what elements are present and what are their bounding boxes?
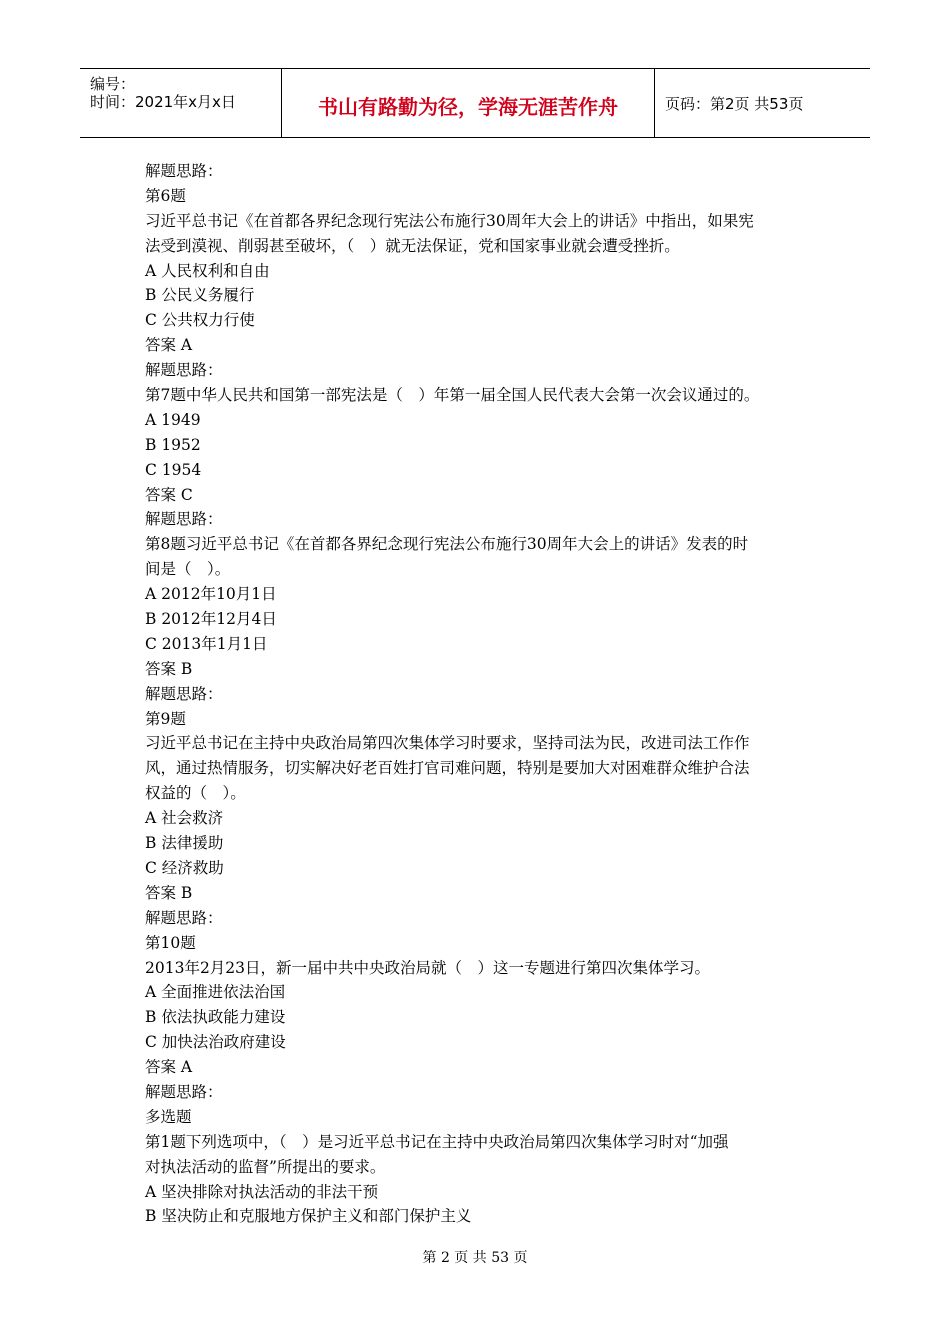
text-line: 对执法活动的监督”所提出的要求。 <box>145 1157 386 1176</box>
header-meta-cell <box>80 69 282 137</box>
text-line: C 2013年1月1日 <box>145 634 268 653</box>
text-line: 习近平总书记在主持中央政治局第四次集体学习时要求，坚持司法为民，改进司法工作作 <box>145 734 750 753</box>
text-line: B 1952 <box>145 435 201 454</box>
text-line: C 加快法治政府建设 <box>145 1033 286 1052</box>
header-motto: 书山有路勤为径，学海无涯苦作舟 <box>318 95 618 119</box>
text-line: A 2012年10月1日 <box>145 585 277 604</box>
text-line: 权益的（ ）。 <box>145 784 246 803</box>
text-line: 答案 B <box>145 883 193 902</box>
document-number-label: 编号： <box>90 75 136 93</box>
document-body <box>145 159 815 1229</box>
header-page-cell <box>655 69 870 137</box>
text-line: 解题思路： <box>145 908 223 927</box>
text-line: 第6题 <box>145 186 186 205</box>
text-line: 解题思路： <box>145 361 223 380</box>
text-line: 风，通过热情服务，切实解决好老百姓打官司难问题，特别是要加大对困难群众维护合法 <box>145 759 750 778</box>
header-page-info: 页码：第2页 共53页 <box>665 95 804 113</box>
text-line: 第10题 <box>145 933 196 952</box>
text-line: A 人民权利和自由 <box>145 261 270 280</box>
header-motto-cell <box>282 69 655 137</box>
document-date-label: 时间：2021年x月x日 <box>90 93 236 111</box>
text-line: B 2012年12月4日 <box>145 610 277 629</box>
text-line: 第1题下列选项中，（ ）是习近平总书记在主持中央政治局第四次集体学习时对“加强 <box>145 1132 729 1151</box>
text-line: 答案 A <box>145 336 193 355</box>
text-line: 解题思路： <box>145 684 223 703</box>
text-line: A 1949 <box>145 410 201 429</box>
page-footer: 第 2 页 共 53 页 <box>422 1250 528 1266</box>
text-line: C 1954 <box>145 460 202 479</box>
text-line: A 全面推进依法治国 <box>145 983 286 1002</box>
text-line: 间是（ ）。 <box>145 560 231 579</box>
text-line: 多选题 <box>145 1107 192 1126</box>
text-line: 解题思路： <box>145 1082 223 1101</box>
page-header <box>80 68 870 138</box>
text-line: C 经济救助 <box>145 858 224 877</box>
text-line: B 坚决防止和克服地方保护主义和部门保护主义 <box>145 1207 472 1226</box>
text-line: C 公共权力行使 <box>145 311 255 330</box>
text-line: B 公民义务履行 <box>145 286 255 305</box>
text-line: 第7题中华人民共和国第一部宪法是（ ）年第一届全国人民代表大会第一次会议通过的。 <box>145 386 760 405</box>
text-line: 法受到漠视、削弱甚至破坏，（ ）就无法保证，党和国家事业就会遭受挫折。 <box>145 236 680 255</box>
text-line: B 依法执政能力建设 <box>145 1008 286 1027</box>
text-line: 第8题习近平总书记《在首都各界纪念现行宪法公布施行30周年大会上的讲话》发表的时 <box>145 535 749 554</box>
text-line: 第9题 <box>145 709 186 728</box>
text-line: 2013年2月23日，新一届中共中央政治局就（ ）这一专题进行第四次集体学习。 <box>145 958 711 977</box>
text-line: 答案 A <box>145 1058 193 1077</box>
text-line: 解题思路： <box>145 162 223 180</box>
text-line: A 坚决排除对执法活动的非法干预 <box>145 1182 379 1201</box>
text-line: 答案 C <box>145 485 193 504</box>
text-line: A 社会救济 <box>145 809 224 828</box>
text-line: 答案 B <box>145 659 193 678</box>
text-line: B 法律援助 <box>145 834 224 853</box>
text-line: 习近平总书记《在首都各界纪念现行宪法公布施行30周年大会上的讲话》中指出，如果宪 <box>145 211 754 230</box>
text-line: 解题思路： <box>145 510 223 529</box>
